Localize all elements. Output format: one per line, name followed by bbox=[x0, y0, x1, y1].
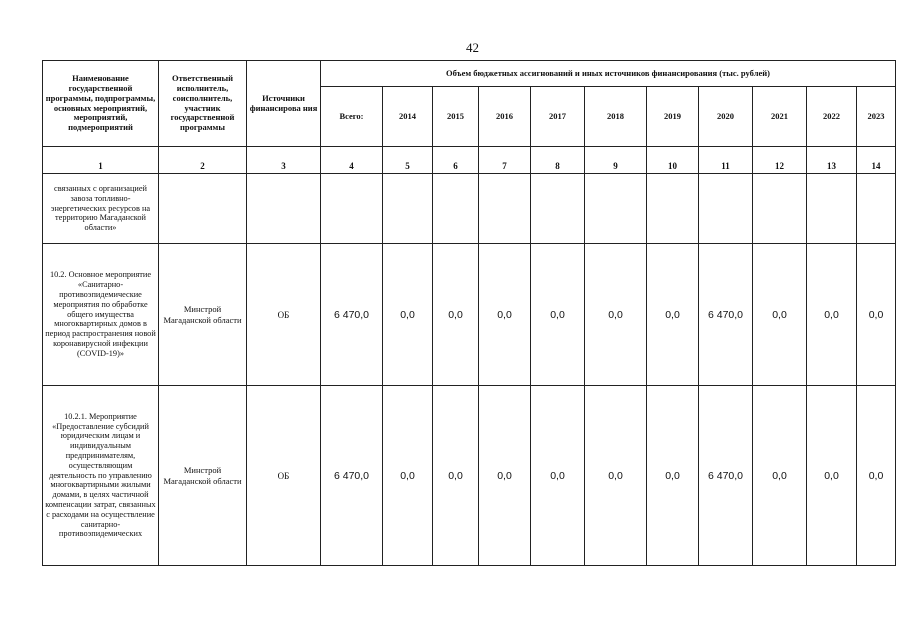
value-cell: 6 470,0 bbox=[321, 244, 383, 386]
header-year: 2023 bbox=[857, 87, 896, 147]
value-cell bbox=[699, 174, 753, 244]
column-number: 14 bbox=[857, 147, 896, 174]
value-cell bbox=[857, 174, 896, 244]
column-number: 1 bbox=[43, 147, 159, 174]
value-cell: 0,0 bbox=[585, 386, 647, 566]
value-cell: 0,0 bbox=[531, 386, 585, 566]
value-cell bbox=[383, 174, 433, 244]
column-number: 5 bbox=[383, 147, 433, 174]
executor-cell bbox=[159, 174, 247, 244]
value-cell: 0,0 bbox=[857, 386, 896, 566]
column-number: 2 bbox=[159, 147, 247, 174]
header-source: Источники финансирова ния bbox=[247, 61, 321, 147]
value-cell bbox=[433, 174, 479, 244]
value-cell: 6 470,0 bbox=[321, 386, 383, 566]
header-year: 2015 bbox=[433, 87, 479, 147]
value-cell: 6 470,0 bbox=[699, 244, 753, 386]
header-total: Всего: bbox=[321, 87, 383, 147]
value-cell: 0,0 bbox=[383, 244, 433, 386]
value-cell: 0,0 bbox=[479, 386, 531, 566]
financing-table bbox=[42, 60, 896, 566]
value-cell: 0,0 bbox=[585, 244, 647, 386]
column-number: 11 bbox=[699, 147, 753, 174]
executor-cell: Минстрой Магаданской области bbox=[159, 244, 247, 386]
header-year: 2021 bbox=[753, 87, 807, 147]
header-executor: Ответственный исполнитель, соисполнитель, участник государственной программы bbox=[159, 61, 247, 147]
value-cell bbox=[647, 174, 699, 244]
value-cell: 0,0 bbox=[753, 244, 807, 386]
table-row bbox=[43, 174, 896, 244]
program-name-cell: 10.2.1. Мероприятие «Предоставление субсидий юридическим лицам и индивидуальным предпринимателям, осуществляющим деятельность по управлению многоквартирными жилыми домами, в целях частичной компенсации затрат, связанных с расходами на осуществление санитарно-противоэпидемических bbox=[43, 386, 159, 566]
value-cell bbox=[531, 174, 585, 244]
column-number: 12 bbox=[753, 147, 807, 174]
value-cell bbox=[753, 174, 807, 244]
header-year: 2019 bbox=[647, 87, 699, 147]
value-cell: 0,0 bbox=[807, 386, 857, 566]
header-year: 2022 bbox=[807, 87, 857, 147]
value-cell: 6 470,0 bbox=[699, 386, 753, 566]
column-number: 4 bbox=[321, 147, 383, 174]
value-cell: 0,0 bbox=[433, 386, 479, 566]
header-year: 2018 bbox=[585, 87, 647, 147]
column-number: 13 bbox=[807, 147, 857, 174]
column-number: 8 bbox=[531, 147, 585, 174]
header-name: Наименование государственной программы, подпрограммы, основных мероприятий, мероприятий, подмероприятий bbox=[43, 61, 159, 147]
value-cell: 0,0 bbox=[383, 386, 433, 566]
value-cell bbox=[321, 174, 383, 244]
value-cell: 0,0 bbox=[531, 244, 585, 386]
table-row bbox=[43, 386, 896, 566]
program-name-cell: связанных с организацией завоза топливно-энергетических ресурсов на территорию Магаданской области» bbox=[43, 174, 159, 244]
source-cell: ОБ bbox=[247, 244, 321, 386]
header-year: 2016 bbox=[479, 87, 531, 147]
table-row bbox=[43, 244, 896, 386]
value-cell bbox=[585, 174, 647, 244]
column-number: 3 bbox=[247, 147, 321, 174]
value-cell bbox=[479, 174, 531, 244]
value-cell: 0,0 bbox=[807, 244, 857, 386]
source-cell bbox=[247, 174, 321, 244]
value-cell: 0,0 bbox=[753, 386, 807, 566]
header-year: 2014 bbox=[383, 87, 433, 147]
executor-cell: Минстрой Магаданской области bbox=[159, 386, 247, 566]
source-cell: ОБ bbox=[247, 386, 321, 566]
column-number-row bbox=[43, 147, 896, 174]
header-year: 2017 bbox=[531, 87, 585, 147]
column-number: 9 bbox=[585, 147, 647, 174]
value-cell: 0,0 bbox=[647, 386, 699, 566]
column-number: 6 bbox=[433, 147, 479, 174]
value-cell: 0,0 bbox=[857, 244, 896, 386]
column-number: 7 bbox=[479, 147, 531, 174]
value-cell: 0,0 bbox=[647, 244, 699, 386]
page-number: 42 bbox=[466, 40, 479, 55]
value-cell bbox=[807, 174, 857, 244]
column-number: 10 bbox=[647, 147, 699, 174]
header-year: 2020 bbox=[699, 87, 753, 147]
program-name-cell: 10.2. Основное мероприятие «Санитарно-противоэпидемические мероприятия по обработке общего имущества многоквартирных домов в период распространения новой коронавирусной инфекции (COVID-19)» bbox=[43, 244, 159, 386]
value-cell: 0,0 bbox=[479, 244, 531, 386]
value-cell: 0,0 bbox=[433, 244, 479, 386]
header-funding: Объем бюджетных ассигнований и иных источников финансирования (тыс. рублей) bbox=[321, 61, 896, 87]
